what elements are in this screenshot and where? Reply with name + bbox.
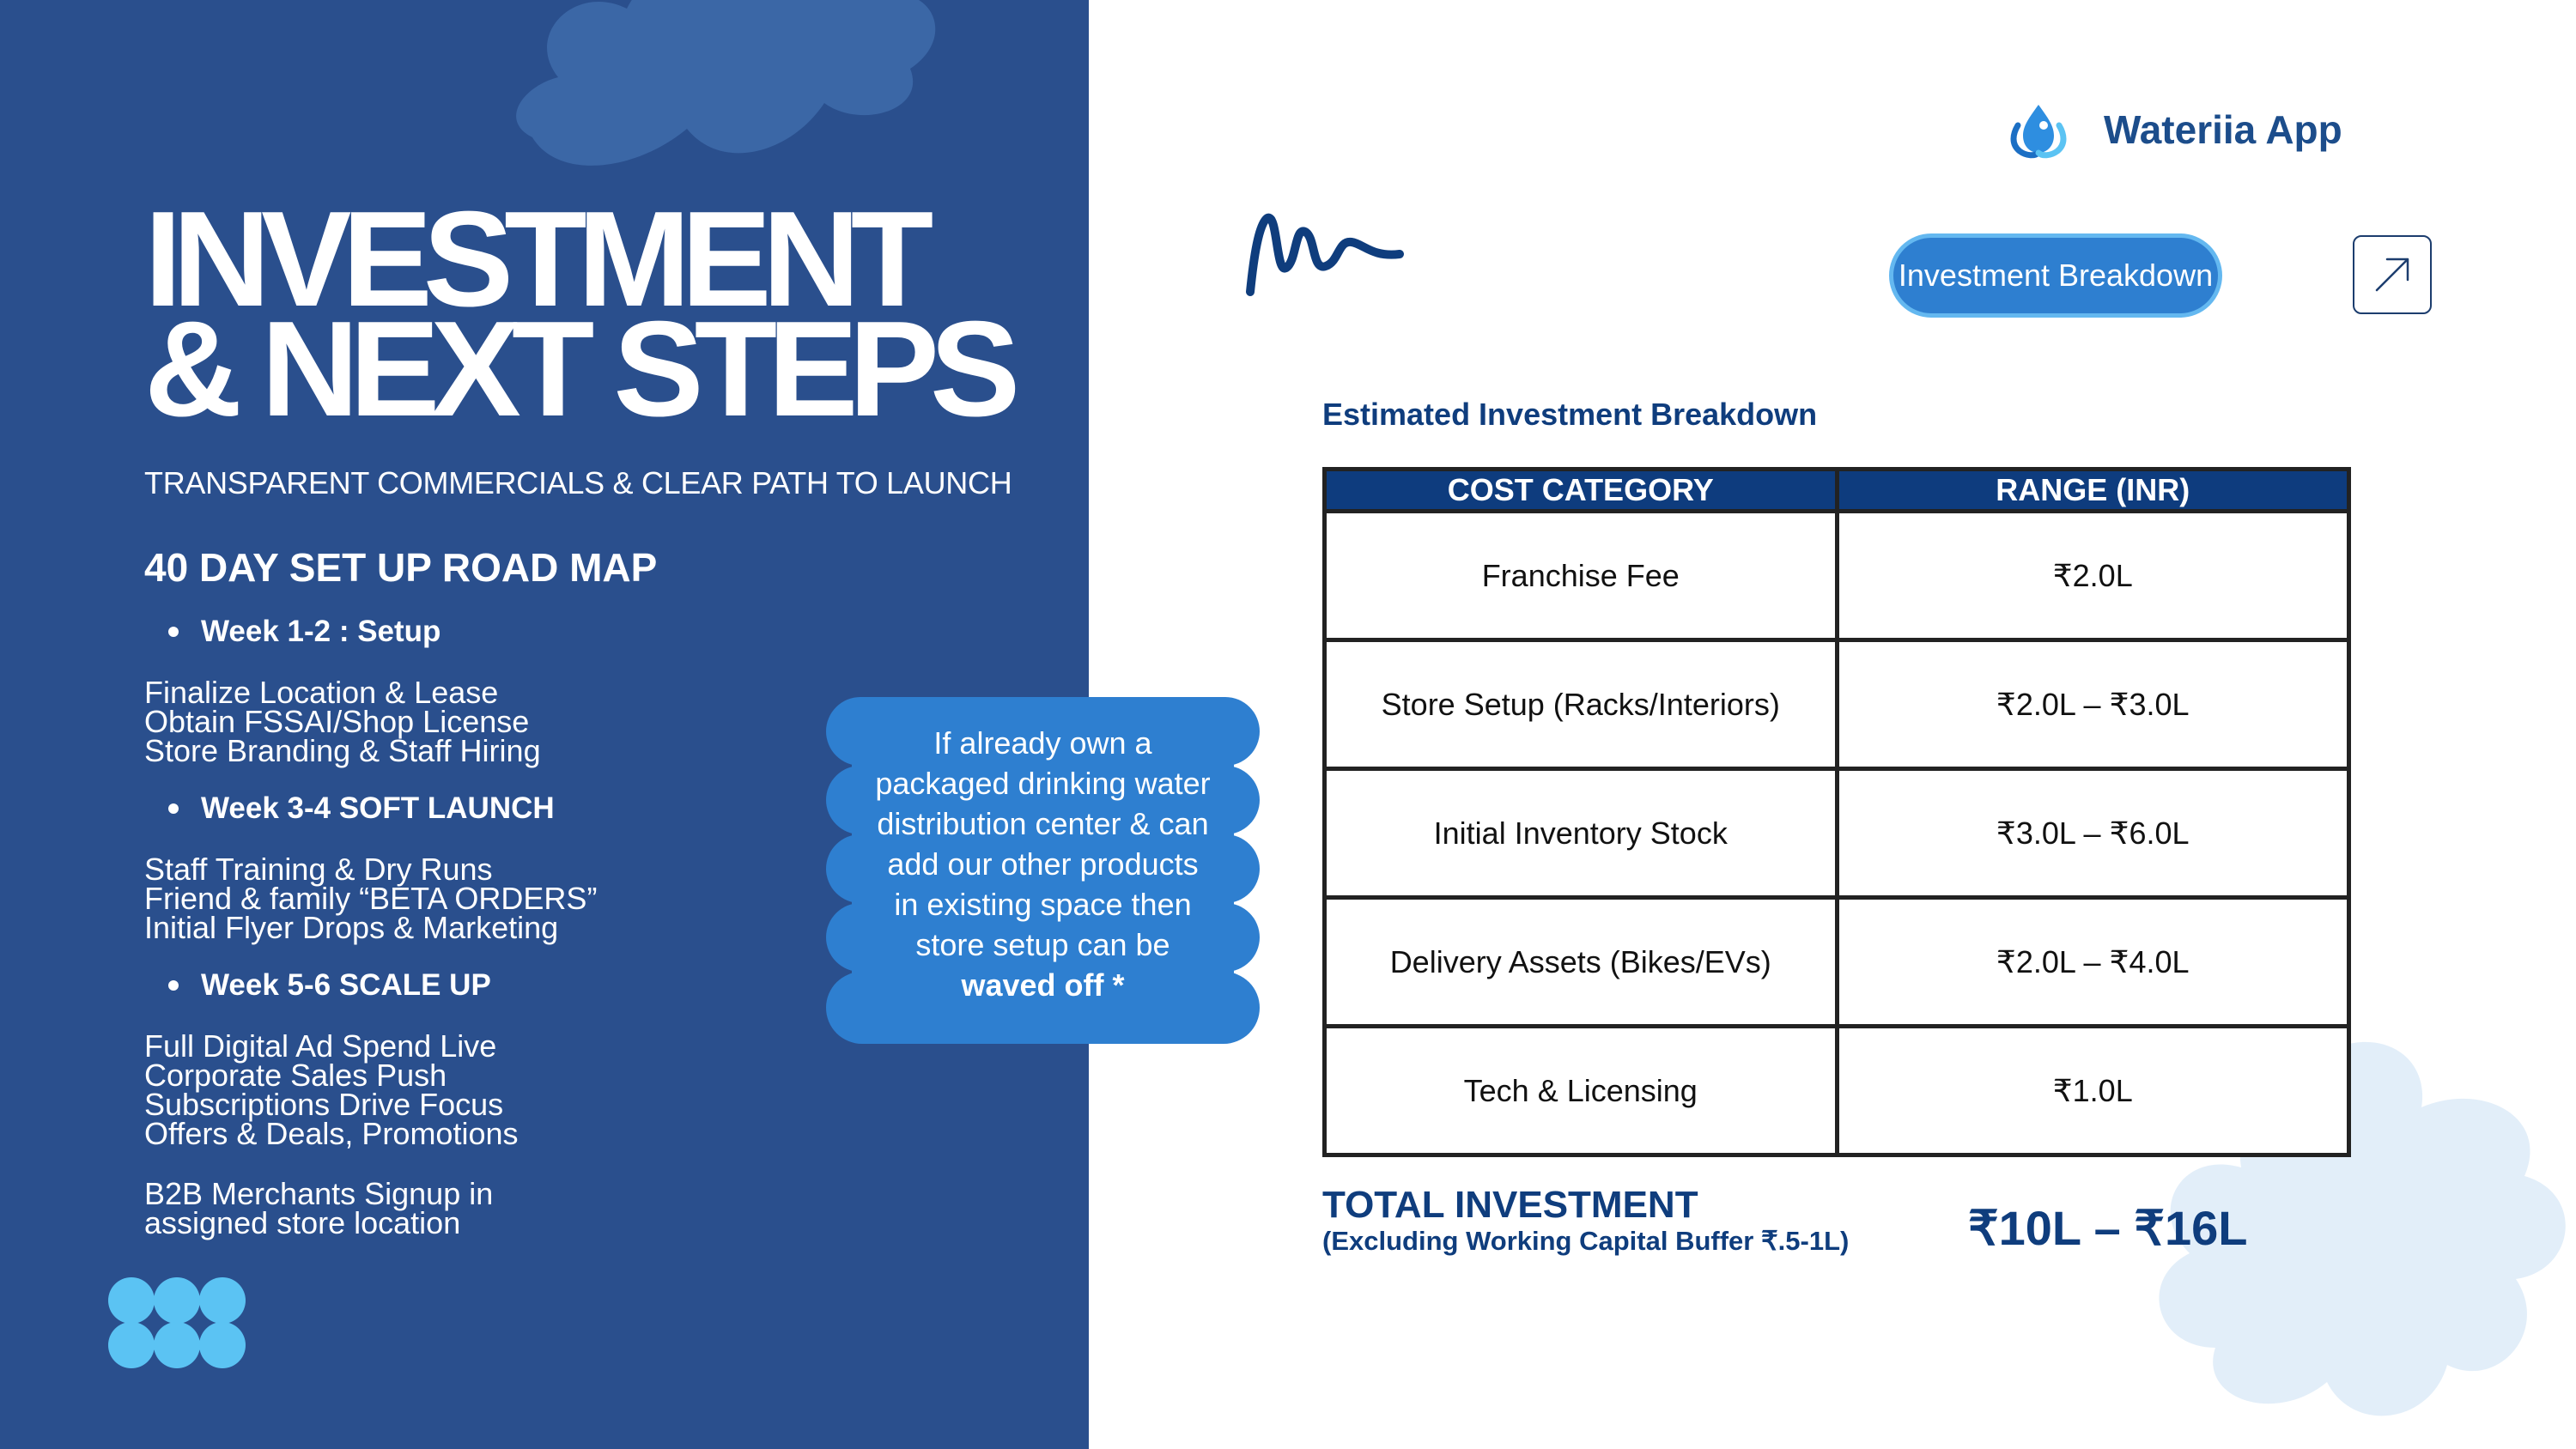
range-cell: ₹3.0L – ₹6.0L [1837, 769, 2349, 898]
bullet-icon [168, 627, 179, 637]
cost-category-cell: Initial Inventory Stock [1325, 769, 1838, 898]
week-2-tasks [144, 852, 598, 945]
table-row [1325, 769, 2349, 898]
table-row [1325, 1027, 2349, 1155]
brand-name: Wateriia App [2104, 107, 2342, 152]
task-item: Obtain FSSAI/Shop License [144, 704, 530, 739]
cost-category-cell: Delivery Assets (Bikes/EVs) [1325, 898, 1838, 1027]
cost-category-cell: Franchise Fee [1325, 512, 1838, 640]
task-item: Friend & family “BETA ORDERS” [144, 881, 598, 916]
decorative-blob-shape [481, 0, 962, 197]
table-header-row [1325, 470, 2349, 512]
squiggle-decoration [1243, 206, 1406, 300]
open-link-button[interactable] [2353, 235, 2432, 314]
total-investment-value: ₹10L – ₹16L [1968, 1201, 2248, 1255]
bullet-icon [168, 980, 179, 991]
table-row [1325, 512, 2349, 640]
column-header: RANGE (INR) [1837, 470, 2349, 512]
water-drop-logo-icon [2006, 100, 2071, 160]
range-cell: ₹2.0L [1837, 512, 2349, 640]
roadmap-week-2: Week 3-4 SOFT LAUNCH [168, 791, 555, 826]
week-1-tasks [144, 675, 541, 768]
task-item: Finalize Location & Lease [144, 675, 499, 710]
decorative-dots [108, 1277, 246, 1368]
range-cell: ₹2.0L – ₹3.0L [1837, 640, 2349, 769]
page-title: INVESTMENT & NEXT STEPS [144, 184, 1012, 445]
investment-breakdown-button[interactable]: Investment Breakdown [1889, 233, 2222, 318]
total-investment-note: (Excluding Working Capital Buffer ₹.5-1L) [1322, 1226, 1850, 1256]
page-subtitle: TRANSPARENT COMMERCIALS & CLEAR PATH TO LAUNCH [144, 465, 1012, 500]
column-header: COST CATEGORY [1325, 470, 1838, 512]
arrow-up-right-icon [2368, 251, 2416, 299]
investment-table [1322, 467, 2351, 1157]
task-item: Staff Training & Dry Runs [144, 852, 493, 887]
callout-note: If already own a packaged drinking water distribution center & can add our other products in existing space then store setup can be waved off * [875, 725, 1211, 1003]
roadmap-heading: 40 DAY SET UP ROAD MAP [144, 545, 658, 590]
task-item: Corporate Sales Push [144, 1058, 447, 1093]
range-cell: ₹1.0L [1837, 1027, 2349, 1155]
task-item: Full Digital Ad Spend Live [144, 1028, 497, 1064]
roadmap-week-3: Week 5-6 SCALE UP [168, 968, 491, 1003]
brand [2006, 100, 2342, 160]
b2b-note: B2B Merchants Signup in assigned store location [144, 1176, 494, 1240]
total-investment-label: TOTAL INVESTMENT [1322, 1184, 1698, 1226]
cost-category-cell: Tech & Licensing [1325, 1027, 1838, 1155]
section-title: Estimated Investment Breakdown [1322, 397, 1818, 432]
bullet-icon [168, 803, 179, 814]
task-item: Offers & Deals, Promotions [144, 1116, 519, 1151]
roadmap-week-1: Week 1-2 : Setup [168, 615, 440, 649]
task-item: Initial Flyer Drops & Marketing [144, 910, 559, 945]
range-cell: ₹2.0L – ₹4.0L [1837, 898, 2349, 1027]
task-item: Subscriptions Drive Focus [144, 1087, 504, 1122]
table-row [1325, 898, 2349, 1027]
cost-category-cell: Store Setup (Racks/Interiors) [1325, 640, 1838, 769]
task-item: Store Branding & Staff Hiring [144, 733, 541, 768]
table-row [1325, 640, 2349, 769]
week-3-tasks [144, 1028, 519, 1151]
